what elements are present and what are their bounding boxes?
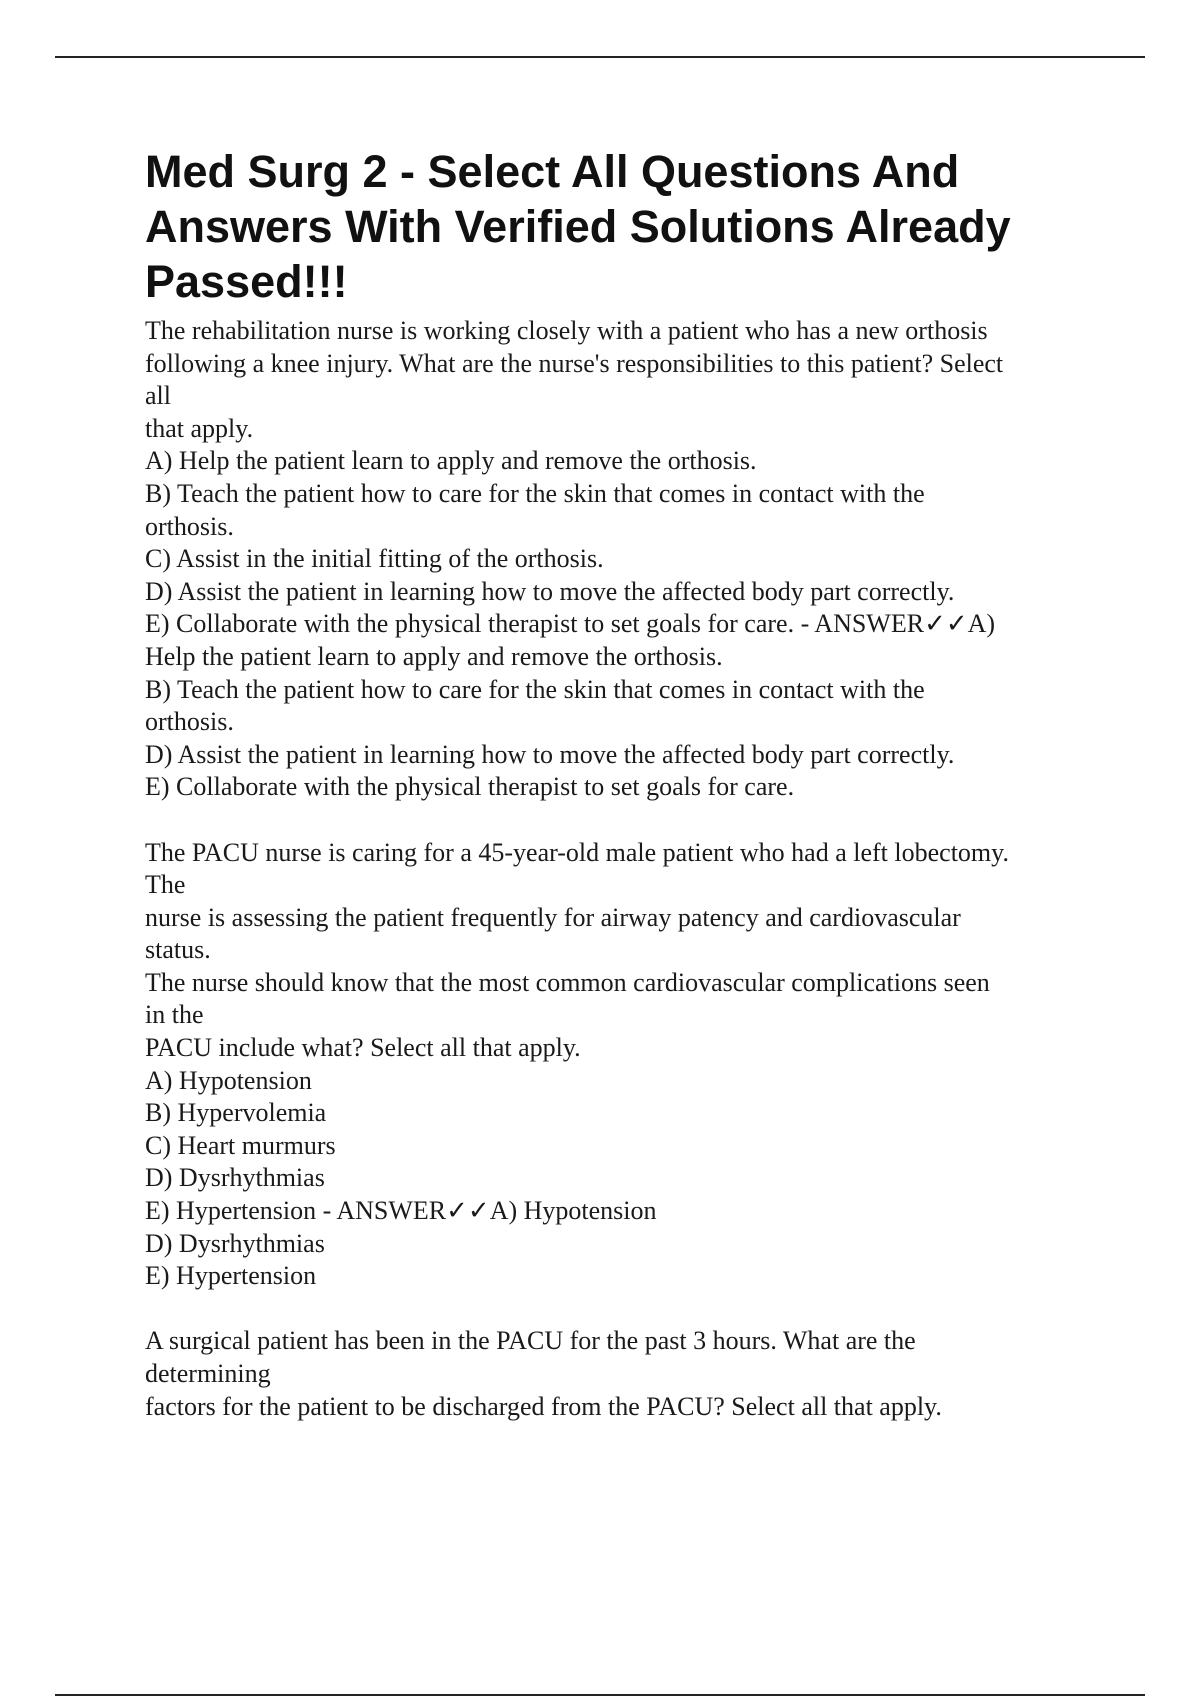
answer-key-line: E) Hypertension	[145, 1261, 317, 1291]
answer-option: C) Assist in the initial fitting of the orthosis.	[145, 544, 604, 574]
answer-key-line: orthosis.	[145, 707, 234, 737]
question-text: determining	[145, 1359, 271, 1388]
title-line: Passed!!!	[145, 256, 348, 307]
question-text: factors for the patient to be discharged from the PACU? Select all that apply.	[145, 1391, 942, 1421]
answer-key-line: Help the patient learn to apply and remove the orthosis.	[145, 641, 723, 671]
answer-option: D) Dysrhythmias	[145, 1163, 325, 1193]
question-text: following a knee injury. What are the nurse's responsibilities to this patient? Select	[145, 348, 1004, 378]
answer-option: A) Hypotension	[145, 1065, 312, 1095]
paragraph-gap	[145, 1293, 1105, 1326]
question-text: A surgical patient has been in the PACU for the past 3 hours. What are the	[145, 1326, 916, 1356]
paragraph-gap	[145, 804, 1105, 837]
question-text: nurse is assessing the patient frequently for airway patency and cardiovascular	[145, 902, 961, 932]
question-text: status.	[145, 935, 211, 965]
answer-key-line: D) Dysrhythmias	[145, 1228, 325, 1258]
answer-option: orthosis.	[145, 511, 234, 541]
question-text: in the	[145, 1000, 204, 1030]
question-text: The nurse should know that the most common cardiovascular complications seen	[145, 967, 990, 997]
question-2	[145, 837, 1105, 1293]
answer-key-line: E) Collaborate with the physical therapist to set goals for care. - ANSWER✓✓A)	[145, 609, 996, 639]
answer-key-line: B) Teach the patient how to care for the skin that comes in contact with the	[145, 674, 925, 704]
answer-key-line: E) Collaborate with the physical therapist to set goals for care.	[145, 772, 795, 802]
document-body	[145, 144, 1105, 1423]
question-text: that apply.	[145, 413, 254, 443]
question-text: PACU include what? Select all that apply.	[145, 1033, 581, 1063]
bottom-rule	[55, 1694, 1145, 1696]
question-text: all	[145, 381, 171, 411]
answer-key-line: E) Hypertension - ANSWER✓✓A) Hypotension	[145, 1196, 657, 1226]
answer-key-line: D) Assist the patient in learning how to move the affected body part correctly.	[145, 739, 955, 769]
question-text: The rehabilitation nurse is working closely with a patient who has a new orthosis	[145, 316, 988, 345]
document-title	[145, 144, 1105, 309]
answer-option: B) Teach the patient how to care for the skin that comes in contact with the	[145, 478, 925, 508]
top-rule	[55, 56, 1145, 58]
question-text: The	[145, 870, 186, 900]
answer-option: D) Assist the patient in learning how to move the affected body part correctly.	[145, 576, 955, 606]
title-line: Med Surg 2 - Select All Questions And	[145, 146, 960, 197]
title-line: Answers With Verified Solutions Already	[145, 201, 1011, 252]
answer-option: A) Help the patient learn to apply and remove the orthosis.	[145, 446, 757, 476]
question-3	[145, 1325, 1105, 1423]
answer-option: C) Heart murmurs	[145, 1130, 336, 1160]
question-1	[145, 315, 1105, 804]
answer-option: B) Hypervolemia	[145, 1098, 327, 1128]
question-text: The PACU nurse is caring for a 45-year-old male patient who had a left lobectomy.	[145, 837, 1009, 867]
